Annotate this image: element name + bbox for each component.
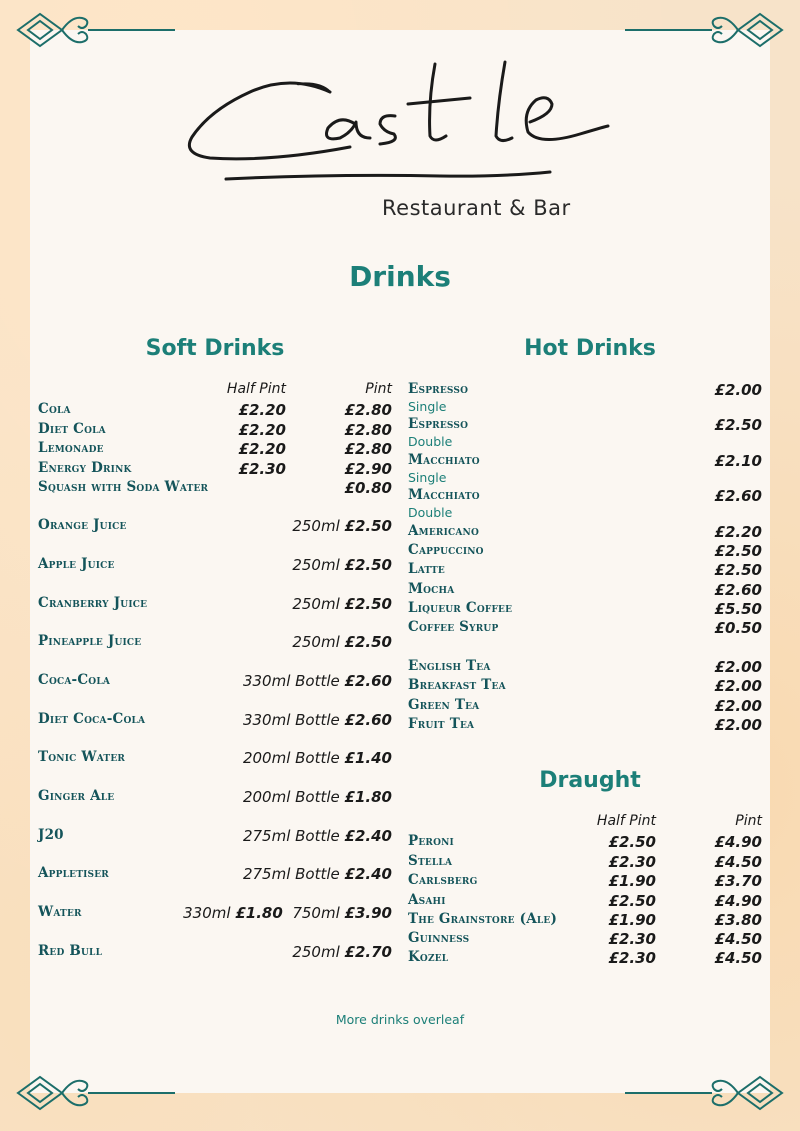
item-name: Red Bull: [38, 943, 103, 959]
item-price: £2.60: [344, 711, 392, 729]
item-name: Appletiser: [38, 865, 109, 881]
item-price: £2.50: [714, 542, 762, 560]
half-pint-header: Half Pint: [596, 813, 656, 829]
list-item: [408, 487, 762, 507]
item-price: £1.80: [235, 904, 283, 922]
item-price: £2.40: [344, 865, 392, 883]
list-item: [408, 833, 762, 853]
corner-ornament-top-left: [10, 8, 185, 53]
item-size-price: [183, 904, 392, 922]
item-half-price: £2.20: [238, 420, 286, 439]
item-price: £2.20: [714, 523, 762, 541]
item-name: Squash with Soda Water: [38, 479, 209, 495]
item-price: £2.70: [344, 943, 392, 961]
item-price: £2.60: [344, 672, 392, 690]
item-pint-price: £4.90: [714, 891, 762, 910]
list-item: [408, 523, 762, 543]
item-note: Single: [408, 399, 447, 414]
list-item: [408, 619, 762, 639]
list-item: [408, 677, 762, 697]
list-item: [38, 479, 392, 499]
hot-drinks-list: [408, 381, 762, 741]
item-price: £2.50: [344, 556, 392, 574]
item-half-price: £2.20: [238, 401, 286, 419]
item-half-price: £1.90: [608, 872, 656, 890]
list-item: [408, 697, 762, 717]
item-size-price: [243, 672, 392, 690]
list-item: [408, 452, 762, 472]
item-name: Liqueur Coffee: [408, 600, 513, 616]
item-name: Apple Juice: [38, 556, 115, 572]
item-half-price: £2.30: [238, 459, 286, 478]
item-name: Diet Cola: [38, 420, 106, 437]
item-name: Tonic Water: [38, 749, 126, 765]
item-price: £2.60: [714, 487, 762, 505]
item-price: £1.80: [344, 788, 392, 806]
item-name: Espresso: [408, 381, 469, 397]
item-name: Pineapple Juice: [38, 633, 142, 649]
item-note: Single: [408, 470, 447, 485]
item-size: 275ml Bottle: [242, 865, 340, 883]
item-name: Guinness: [408, 930, 470, 946]
item-name: Cranberry Juice: [38, 595, 148, 611]
item-name: Coffee Syrup: [408, 619, 499, 635]
item-name: Cappuccino: [408, 542, 484, 558]
list-item: [38, 460, 392, 480]
item-note-row: [408, 434, 762, 454]
corner-ornament-top-right: [615, 8, 790, 53]
item-size-price: [243, 827, 392, 845]
item-size-price: [243, 865, 392, 883]
item-name: Carlsberg: [408, 872, 478, 888]
item-price: £0.50: [714, 619, 762, 637]
item-name: The Grainstore (Ale): [408, 911, 558, 927]
item-size: 250ml: [292, 556, 340, 574]
item-pint-price: £4.50: [714, 930, 762, 948]
item-price: £2.00: [714, 677, 762, 695]
item-price: £2.50: [714, 561, 762, 579]
item-price: £2.40: [344, 827, 392, 845]
item-pint-price: £4.50: [714, 949, 762, 967]
item-price: £2.60: [714, 581, 762, 599]
item-half-price: £2.20: [238, 440, 286, 458]
item-name: English Tea: [408, 658, 491, 674]
item-price: £1.40: [344, 749, 392, 767]
list-item: [38, 749, 392, 769]
item-name: Stella: [408, 852, 453, 869]
item-half-price: £2.30: [608, 949, 656, 967]
item-price: £2.00: [714, 716, 762, 734]
pint-header: Pint: [735, 813, 762, 829]
item-pint-price: £2.80: [344, 420, 392, 439]
item-price: £5.50: [714, 600, 762, 618]
item-name: Americano: [408, 523, 479, 539]
item-pint-price: £0.80: [344, 479, 392, 497]
item-half-price: £2.50: [608, 833, 656, 851]
item-name: Ginger Ale: [38, 788, 115, 804]
item-name: Diet Coca-Cola: [38, 711, 146, 727]
list-item: [38, 401, 392, 421]
item-size: 330ml: [183, 904, 231, 922]
item-name: Espresso: [408, 416, 469, 432]
item-note-row: [408, 505, 762, 525]
item-price: £2.50: [714, 416, 762, 434]
list-item: [408, 930, 762, 950]
item-half-price: £2.30: [608, 930, 656, 948]
list-item: [38, 421, 392, 441]
list-item: [408, 381, 762, 401]
list-item: [38, 633, 392, 653]
item-pint-price: £2.80: [344, 440, 392, 458]
list-item-water: [38, 904, 392, 924]
item-half-price: £2.50: [608, 891, 656, 910]
item-size-price: [292, 517, 392, 535]
half-pint-header: Half Pint: [226, 381, 286, 397]
item-name: Breakfast Tea: [408, 677, 506, 693]
item-size-price: [292, 595, 392, 613]
item-price: £2.10: [714, 452, 762, 470]
item-size-price: [292, 943, 392, 961]
list-item: [408, 416, 762, 436]
hot-drinks-title: Hot Drinks: [524, 336, 656, 361]
item-size: 250ml: [292, 633, 340, 651]
draught-list: [408, 813, 762, 973]
item-size: 250ml: [292, 595, 340, 613]
item-price: £2.00: [714, 381, 762, 399]
list-item: [38, 595, 392, 615]
item-name: Green Tea: [408, 697, 480, 713]
item-note: Double: [408, 434, 453, 449]
item-price: £2.50: [344, 633, 392, 651]
pint-header: Pint: [365, 381, 392, 397]
item-name: Energy Drink: [38, 459, 132, 476]
list-item: [38, 440, 392, 460]
castle-logo: [180, 52, 620, 192]
item-size: 330ml Bottle: [242, 672, 340, 690]
item-name: Latte: [408, 561, 445, 577]
item-price: £2.50: [344, 595, 392, 613]
item-size: 200ml Bottle: [242, 749, 340, 767]
list-item: [38, 711, 392, 731]
list-item: [408, 600, 762, 620]
item-pint-price: £3.80: [714, 911, 762, 929]
list-item-red-bull: [38, 943, 392, 963]
item-half-price: £1.90: [608, 911, 656, 929]
item-size: 330ml Bottle: [242, 711, 340, 729]
item-price: £2.00: [714, 697, 762, 715]
item-note: Double: [408, 505, 453, 520]
list-item: [408, 853, 762, 873]
item-name: Water: [38, 904, 82, 920]
list-item: [408, 892, 762, 912]
draught-title: Draught: [539, 768, 641, 793]
item-size-price: [292, 556, 392, 574]
item-pint-price: £2.90: [344, 459, 392, 478]
page-title: Drinks: [349, 260, 451, 293]
list-item: [408, 542, 762, 562]
item-size-price: [292, 633, 392, 651]
item-pint-price: £4.50: [714, 852, 762, 871]
list-item: [38, 788, 392, 808]
corner-ornament-bottom-right: [615, 1070, 790, 1115]
item-pint-price: £3.70: [714, 872, 762, 890]
item-size: 250ml: [292, 943, 340, 961]
list-item: [38, 556, 392, 576]
item-size: 250ml: [292, 517, 340, 535]
item-name: Macchiato: [408, 487, 480, 503]
list-item: [408, 658, 762, 678]
soft-drinks-header-row: [38, 381, 392, 401]
item-half-price: £2.30: [608, 852, 656, 871]
item-price: £2.00: [714, 658, 762, 676]
item-size: 750ml: [292, 904, 340, 922]
draught-header-row: [408, 813, 762, 833]
item-price: £3.90: [344, 904, 392, 922]
list-item: [38, 865, 392, 885]
list-item: [408, 872, 762, 892]
list-item: [408, 561, 762, 581]
item-name: Orange Juice: [38, 517, 127, 533]
item-name: Peroni: [408, 833, 454, 849]
list-item: [408, 581, 762, 601]
item-name: Macchiato: [408, 452, 480, 468]
item-name: Fruit Tea: [408, 716, 475, 732]
item-size: 275ml Bottle: [242, 827, 340, 845]
item-name: Coca-Cola: [38, 672, 111, 688]
footer-note: More drinks overleaf: [335, 1012, 465, 1027]
list-item: [408, 716, 762, 736]
item-size-price: [243, 711, 392, 729]
item-name: Kozel: [408, 949, 449, 965]
subtitle: Restaurant & Bar: [382, 196, 571, 220]
list-item: [38, 672, 392, 692]
item-pint-price: £4.90: [714, 833, 762, 851]
corner-ornament-bottom-left: [10, 1070, 185, 1115]
item-price: £2.50: [344, 517, 392, 535]
soft-drinks-title: Soft Drinks: [145, 336, 285, 361]
item-pint-price: £2.80: [344, 401, 392, 419]
list-item: [38, 827, 392, 847]
soft-drinks-list: [38, 381, 392, 971]
list-item: [408, 911, 762, 931]
item-name: Lemonade: [38, 440, 104, 456]
item-name: J20: [38, 827, 64, 843]
item-name: Cola: [38, 401, 71, 417]
item-name: Asahi: [408, 891, 446, 908]
item-name: Mocha: [408, 581, 455, 597]
item-size-price: [243, 788, 392, 806]
item-size: 200ml Bottle: [242, 788, 340, 806]
item-size-price: [243, 749, 392, 767]
list-item: [408, 949, 762, 969]
list-item: [38, 517, 392, 537]
